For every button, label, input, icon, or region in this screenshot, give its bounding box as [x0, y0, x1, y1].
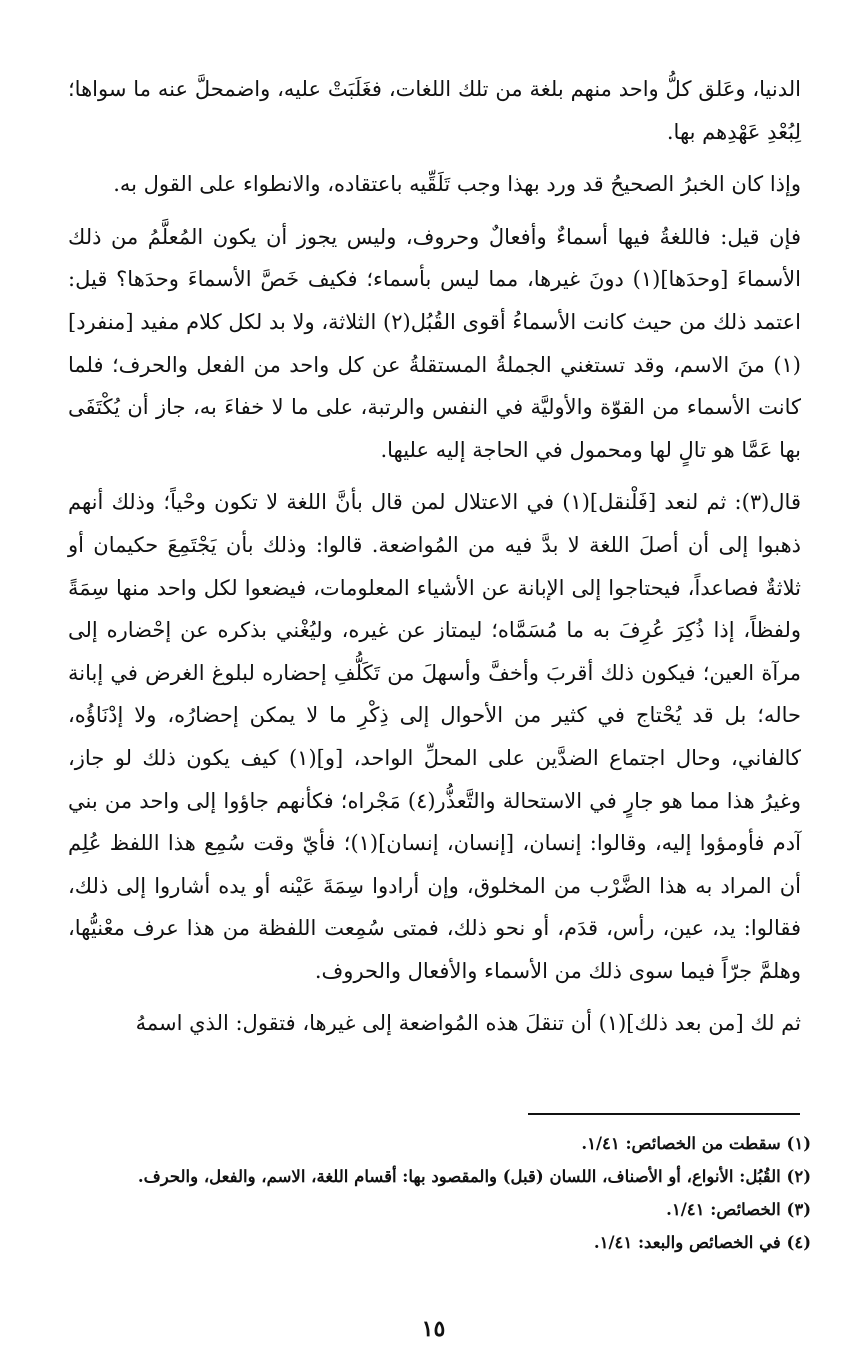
- footnote-2: (٢) القُبُل: الأنواع، أو الأصناف، اللسان (قبل) والمقصود بها: أقسام اللغة، الاسم، والفعل، والحرف.: [137, 1167, 811, 1186]
- paragraph-2: وإذا كان الخبرُ الصحيحُ قد ورد بهذا وجب تَلَقِّيه باعتقاده، والانطواء على القول به.: [113, 172, 801, 197]
- footnote-3: (٣) الخصائص: ١/٤١.: [666, 1200, 811, 1219]
- paragraph-5: ثم لك [من بعد ذلك](١) أن تنقلَ هذه المُواضعة إلى غيرها، فتقول: الذي اسمهُ: [135, 1011, 801, 1036]
- footnote-divider: [528, 1113, 800, 1115]
- paragraph-1: الدنيا، وعَلق كلُّ واحد منهم بلغة من تلك اللغات، فغَلَبَتْ عليه، واضمحلَّ عنه ما سواها؛ لِبُعْدِ عَهْدِهم بها.: [68, 77, 801, 144]
- footnotes: [60, 1127, 811, 1259]
- main-text: [68, 68, 801, 1055]
- footnote-1: (١) سقطت من الخصائص: ١/٤١.: [581, 1134, 811, 1153]
- page-number: ١٥: [421, 1316, 446, 1342]
- paragraph-3: فإن قيل: فاللغةُ فيها أسماءٌ وأفعالٌ وحروف، وليس يجوز أن يكون المُعلَّمُ من ذلك الأسماءَ [وحدَها](١) دونَ غيرها، مما ليس بأسماء؛ فكيف خَصَّ الأسماءَ وحدَها؟ قيل: اعتمد ذلك من حيث كانت الأسماءُ أقوى القُبُل(٢) الثلاثة، ولا بد لكل كلام مفيد [منفرد](١) منَ الاسم، وقد تستغني الجملةُ المستقلةُ عن كل واحد من الفعل والحرف؛ فلما كانت الأسماء من القوّة والأوليَّة في النفس والرتبة، على ما لا خفاءَ به، جاز أن يُكْتَفَى بها عَمَّا هو تالٍ لها ومحمول في الحاجة إليه عليها.: [68, 224, 801, 462]
- paragraph-4: قال(٣): ثم لنعد [فَلْنقل](١) في الاعتلال لمن قال بأنَّ اللغة لا تكون وحْياً؛ وذلك أنهم ذهبوا إلى أن أصلَ اللغة لا بدَّ فيه من المُواضعة. قالوا: وذلك بأن يَجْتَمِعَ حكيمان أو ثلاثةٌ فصاعداً، فيحتاجوا إلى الإبانة عن الأشياء المعلومات، فيضعوا لكل واحد منها سِمَةً ولفظاً، إذا ذُكِرَ عُرِفَ به ما مُسَمَّاه؛ ليمتاز عن غيره، وليُغْني بذكره عن إحْضاره إلى مرآة العين؛ فيكون ذلك أقربَ وأخفَّ وأسهلَ من تَكَلُّفِ إحضاره لبلوغ الغرض في إبانة حاله؛ بل قد يُحْتاج في كثير من الأحوال إلى ذِكْرِ ما لا يمكن إحضارُه، ولا إدْنَاؤُه، كالفاني، وحال اجتماع الضدَّين على المحلِّ الواحد، [و](١) كيف يكون ذلك لو جاز، وغيرُ هذا مما هو جارٍ في الاستحالة والتَّعذُّر(٤) مَجْراه؛ فكأنهم جاؤوا إلى واحد من بني آدم فأومؤوا إليه، وقالوا: إنسان، [إنسان، إنسان](١)؛ فأيّ وقت سُمِع هذا اللفظ عُلِم أن المراد به هذا الضَّرْب من المخلوق، وإن أرادوا سِمَةَ عَيْنه أو يده أشاروا إلى ذلك، فقالوا: يد، عين، رأس، قدَم، أو نحو ذلك، فمتى سُمِعت اللفظة من هذا عرف معْنيُّها، وهلمَّ جرّاً فيما سوى ذلك من الأسماء والأفعال والحروف.: [68, 490, 801, 983]
- footnote-4: (٤) في الخصائص والبعد: ١/٤١.: [593, 1233, 811, 1252]
